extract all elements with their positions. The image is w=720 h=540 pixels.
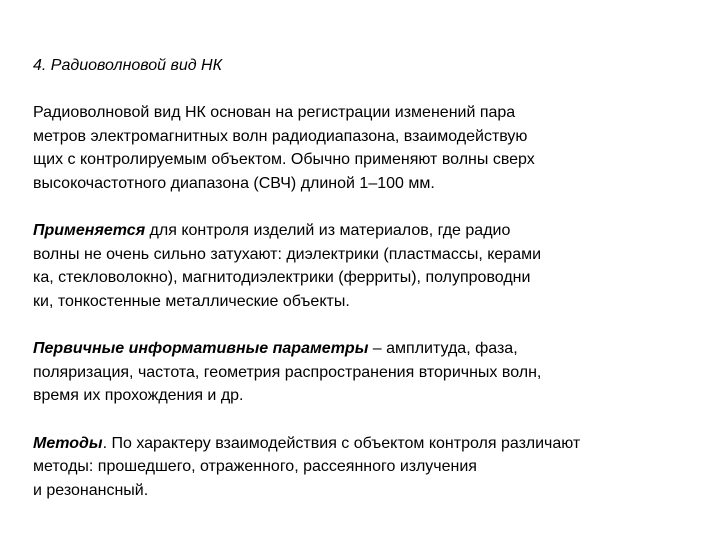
spacer bbox=[33, 78, 683, 102]
text-line: поляризация, частота, геометрия распространения вторичных волн, bbox=[33, 363, 542, 381]
term-primary-parameters: Первичные информативные параметры bbox=[33, 340, 369, 358]
text-fragment: – амплитуда, фаза, bbox=[368, 340, 518, 358]
text-line bbox=[33, 432, 683, 456]
text-line: щих с контролируемым объектом. Обычно применяют волны сверх bbox=[33, 151, 535, 169]
term-methods: Методы bbox=[33, 434, 103, 452]
slide-title: 4. Радиоволновой вид НК bbox=[33, 57, 223, 74]
text-line: методы: прошедшего, отраженного, рассеянного излучения bbox=[33, 458, 477, 476]
text-line: ка, стекловолокно), магнитодиэлектрики (ферриты), полупроводни bbox=[33, 269, 531, 287]
text-line: и резонансный. bbox=[33, 481, 149, 499]
text-fragment: для контроля изделий из материалов, где радио bbox=[145, 222, 511, 240]
text-line bbox=[33, 219, 683, 243]
text-line: волны не очень сильно затухают: диэлектрики (пластмассы, керами bbox=[33, 245, 542, 263]
slide-content bbox=[33, 54, 683, 502]
paragraph-primary-parameters bbox=[33, 337, 683, 408]
paragraph-application bbox=[33, 219, 683, 313]
spacer bbox=[33, 408, 683, 432]
spacer bbox=[33, 314, 683, 338]
paragraph-radiowave-principle bbox=[33, 101, 683, 195]
spacer bbox=[33, 196, 683, 220]
text-fragment: . По характеру взаимодействия с объектом контроля различают bbox=[102, 434, 581, 452]
text-line: время их прохождения и др. bbox=[33, 387, 244, 405]
text-line bbox=[33, 337, 683, 361]
term-application: Применяется bbox=[33, 222, 146, 240]
paragraph-methods bbox=[33, 432, 683, 503]
text-line: Радиоволновой вид НК основан на регистрации изменений пара bbox=[33, 104, 516, 122]
text-line: ки, тонкостенные металлические объекты. bbox=[33, 292, 350, 310]
text-line: метров электромагнитных волн радиодиапазона, взаимодействую bbox=[33, 127, 528, 145]
text-line: высокочастотного диапазона (СВЧ) длиной 1–100 мм. bbox=[33, 174, 435, 192]
